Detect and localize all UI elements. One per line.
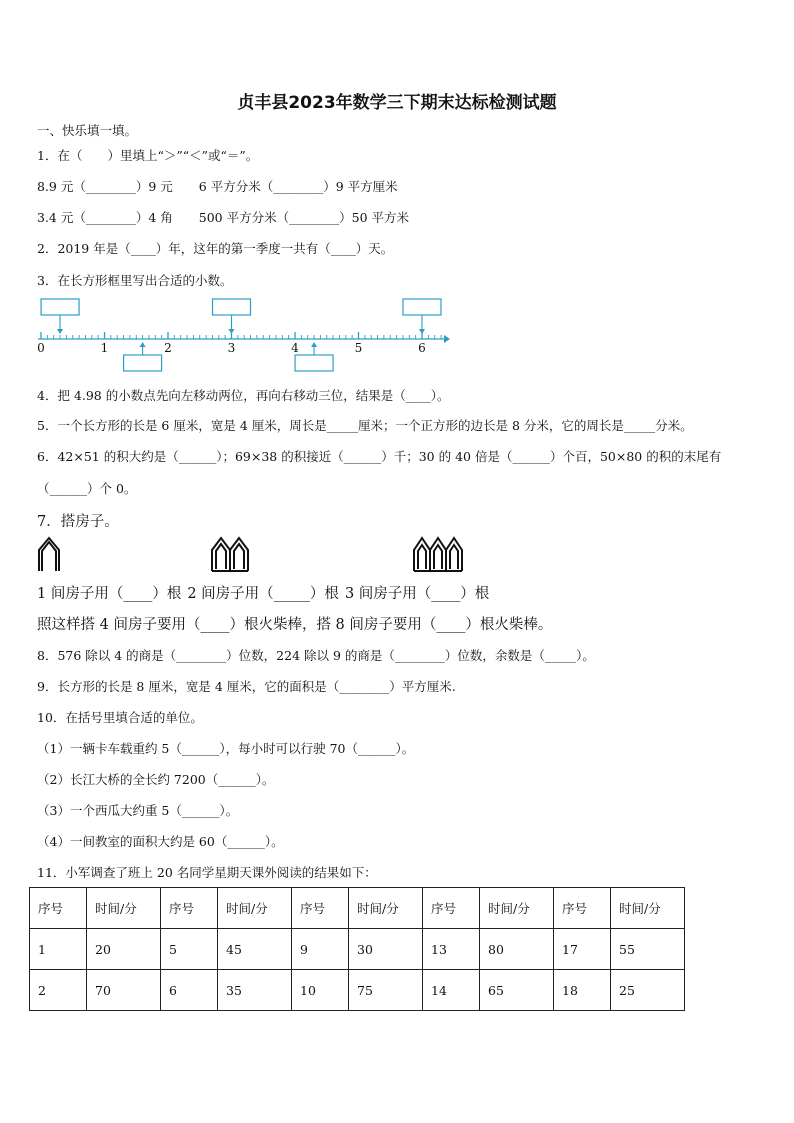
table-cell: 70 — [87, 970, 161, 1011]
question-7-line-1 — [37, 582, 489, 603]
tick-label: 0 — [37, 341, 45, 355]
house-1-matchsticks — [37, 535, 61, 573]
question-8: 8．576 除以 4 的商是（________）位数，224 除以 9 的商是（________）位数，余数是（_____）。 — [37, 648, 595, 663]
question-11: 11．小军调查了班上 20 名同学星期天课外阅读的结果如下： — [37, 865, 377, 880]
question-3: 3．在长方形框里写出合适的小数。 — [37, 273, 233, 288]
table-cell: 1 — [30, 929, 87, 970]
table-cell: 35 — [218, 970, 292, 1011]
house-3-blank: 3 间房子用（____）根 — [344, 586, 490, 602]
table-cell: 17 — [554, 929, 611, 970]
table-header-cell: 时间/分 — [349, 888, 423, 929]
question-5: 5．一个长方形的长是 6 厘米，宽是 4 厘米，周长是_____厘米；一个正方形的边长是 8 分米，它的周长是_____分米。 — [37, 418, 693, 433]
tick-label: 3 — [227, 341, 236, 355]
table-cell: 6 — [161, 970, 218, 1011]
question-6-line-2: （______）个 0。 — [37, 481, 137, 496]
question-10-item-3: （3）一个西瓜大约重 5（______）。 — [37, 803, 239, 818]
tick-label: 1 — [100, 341, 109, 355]
table-header-cell: 时间/分 — [480, 888, 554, 929]
table-cell: 2 — [30, 970, 87, 1011]
question-1-row-1 — [37, 177, 398, 195]
question-1-stem: 1．在（ ）里填上“＞”“＜”或“＝”。 — [37, 148, 259, 163]
compare-item-3: 3.4 元（________）4 角 — [37, 210, 173, 225]
house-2-matchsticks — [210, 535, 252, 573]
table-row — [30, 970, 685, 1011]
question-4: 4．把 4.98 的小数点先向左移动两位，再向右移动三位，结果是（____）。 — [37, 388, 450, 403]
question-2: 2．2019 年是（____）年，这年的第一季度一共有（____）天。 — [37, 241, 394, 256]
question-9: 9．长方形的长是 8 厘米，宽是 4 厘米，它的面积是（________）平方厘米. — [37, 679, 456, 694]
table-cell: 65 — [480, 970, 554, 1011]
answer-box-top — [41, 299, 79, 334]
table-cell: 55 — [611, 929, 685, 970]
table-header-cell: 序号 — [423, 888, 480, 929]
answer-box-bottom — [295, 342, 333, 371]
table-cell: 9 — [292, 929, 349, 970]
table-header-cell: 序号 — [292, 888, 349, 929]
tick-label: 5 — [354, 341, 363, 355]
question-7: 7．搭房子。 — [37, 514, 119, 530]
number-line-figure — [34, 296, 464, 376]
table-cell: 80 — [480, 929, 554, 970]
table-cell: 75 — [349, 970, 423, 1011]
tick-label: 4 — [291, 341, 299, 355]
table-header-cell: 时间/分 — [87, 888, 161, 929]
question-10-item-2: （2）长江大桥的全长约 7200（______）。 — [37, 772, 275, 787]
compare-item-4: 500 平方分米（________）50 平方米 — [198, 210, 409, 225]
table-header-cell: 序号 — [554, 888, 611, 929]
table-header-cell: 时间/分 — [611, 888, 685, 929]
question-7-line-2: 照这样搭 4 间房子要用（____）根火柴棒，搭 8 间房子要用（____）根火柴棒。 — [37, 617, 553, 633]
answer-box-top — [403, 299, 441, 334]
house-3-matchsticks — [412, 535, 468, 573]
table-header-cell: 时间/分 — [218, 888, 292, 929]
table-row — [30, 929, 685, 970]
table-cell: 30 — [349, 929, 423, 970]
question-6-line-1: 6．42×51 的积大约是（______）；69×38 的积接近（______）千；30 的 40 倍是（______）个百，50×80 的积的末尾有 — [37, 449, 722, 464]
table-cell: 18 — [554, 970, 611, 1011]
answer-box-top — [213, 299, 251, 334]
question-10-item-1: （1）一辆卡车载重约 5（______），每小时可以行驶 70（______）。 — [37, 741, 415, 756]
table-cell: 20 — [87, 929, 161, 970]
table-cell: 13 — [423, 929, 480, 970]
table-header-row — [30, 888, 685, 929]
tick-label: 2 — [164, 341, 172, 355]
number-line-arrowhead — [444, 335, 450, 343]
question-1-row-2 — [37, 208, 409, 226]
tick-label: 6 — [418, 341, 426, 355]
table-cell: 10 — [292, 970, 349, 1011]
reading-time-table — [29, 887, 685, 1011]
table-header-cell: 序号 — [30, 888, 87, 929]
answer-box-bottom — [124, 342, 162, 371]
table-cell: 45 — [218, 929, 292, 970]
question-10-stem: 10．在括号里填合适的单位。 — [37, 710, 203, 725]
table-header-cell: 序号 — [161, 888, 218, 929]
compare-item-1: 8.9 元（________）9 元 — [37, 179, 173, 194]
table-cell: 14 — [423, 970, 480, 1011]
section-heading: 一、快乐填一填。 — [37, 123, 138, 138]
table-cell: 25 — [611, 970, 685, 1011]
table-cell: 5 — [161, 929, 218, 970]
house-1-blank: 1 间房子用（____）根 — [37, 586, 182, 602]
question-10-item-4: （4）一间教室的面积大约是 60（______）。 — [37, 834, 284, 849]
house-2-blank: 2 间房子用（_____）根 — [187, 586, 339, 602]
page-title: 贞丰县2023年数学三下期末达标检测试题 — [237, 93, 557, 113]
number-line-ticks — [41, 332, 441, 339]
compare-item-2: 6 平方分米（________）9 平方厘米 — [198, 179, 398, 194]
